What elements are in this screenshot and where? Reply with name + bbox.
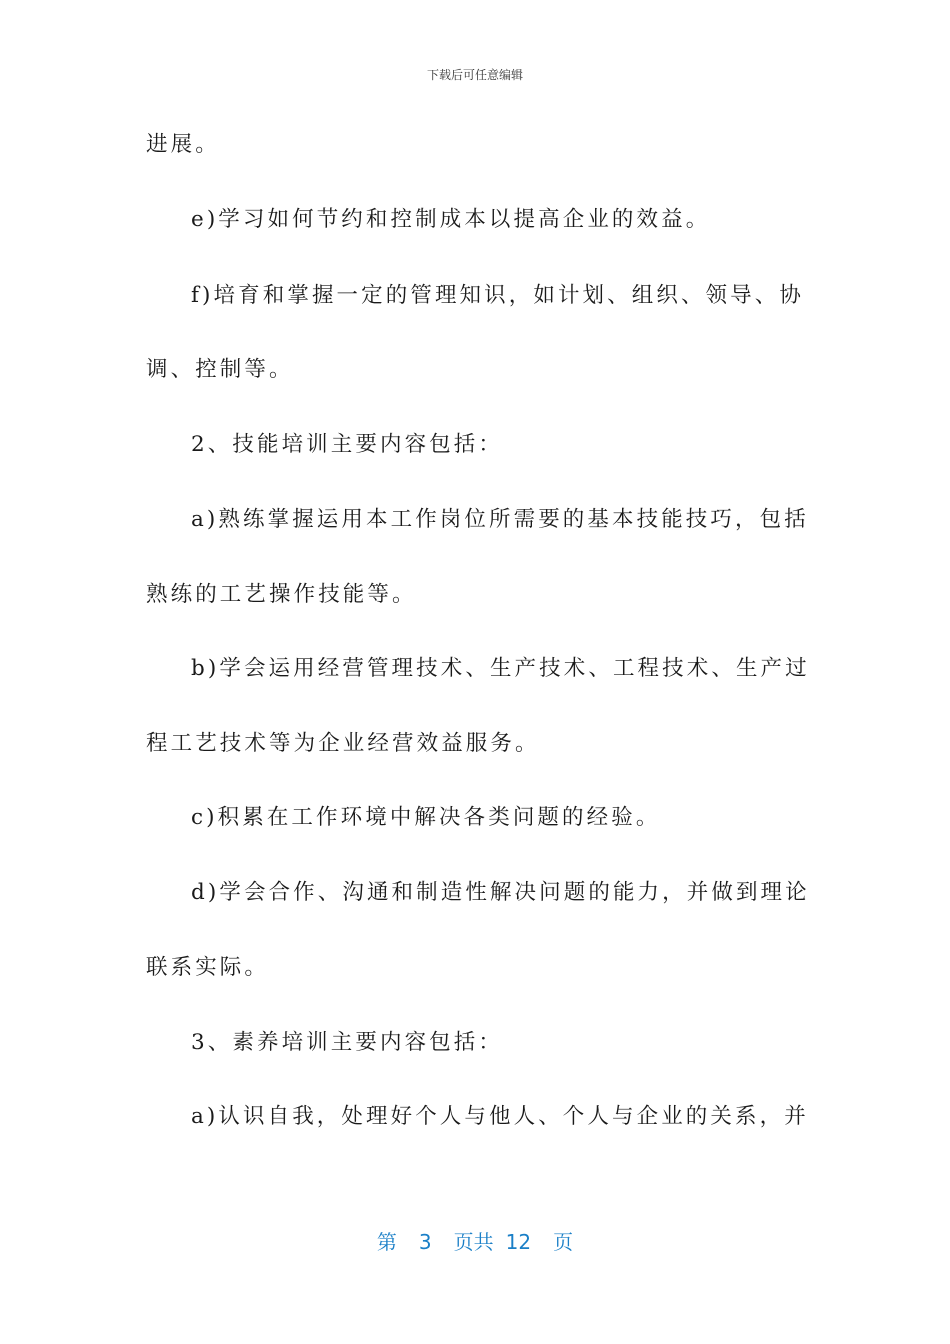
paragraph-line: b)学会运用经营管理技术、生产技术、工程技术、生产过 — [191, 656, 810, 681]
paragraph-line: 联系实际。 — [146, 955, 270, 980]
total-pages-number: 12 — [505, 1230, 532, 1254]
footer-middle: 页共 — [453, 1230, 494, 1254]
footer-prefix: 第 — [376, 1230, 397, 1254]
paragraph-line: 程工艺技术等为企业经营效益服务。 — [146, 731, 540, 756]
paragraph-line: e)学习如何节约和控制成本以提高企业的效益。 — [191, 207, 711, 232]
footer-suffix: 页 — [553, 1230, 574, 1254]
paragraph-line: 熟练的工艺操作技能等。 — [146, 582, 417, 607]
paragraph-line: 调、控制等。 — [146, 357, 294, 382]
current-page-number: 3 — [418, 1230, 432, 1254]
paragraph-line: 进展。 — [146, 132, 220, 157]
page-header-note: 下载后可任意编辑 — [426, 68, 523, 82]
paragraph-line: f)培育和掌握一定的管理知识，如计划、组织、领导、协 — [191, 283, 804, 308]
page-footer — [0, 1226, 950, 1255]
paragraph-line: a)熟练掌握运用本工作岗位所需要的基本技能技巧，包括 — [191, 507, 809, 532]
paragraph-line: d)学会合作、沟通和制造性解决问题的能力，并做到理论 — [191, 880, 810, 905]
paragraph-line: a)认识自我，处理好个人与他人、个人与企业的关系，并 — [191, 1104, 809, 1129]
paragraph-line: c)积累在工作环境中解决各类问题的经验。 — [191, 805, 661, 830]
paragraph-line: 2、技能培训主要内容包括： — [191, 432, 503, 457]
paragraph-line: 3、素养培训主要内容包括： — [191, 1030, 503, 1055]
